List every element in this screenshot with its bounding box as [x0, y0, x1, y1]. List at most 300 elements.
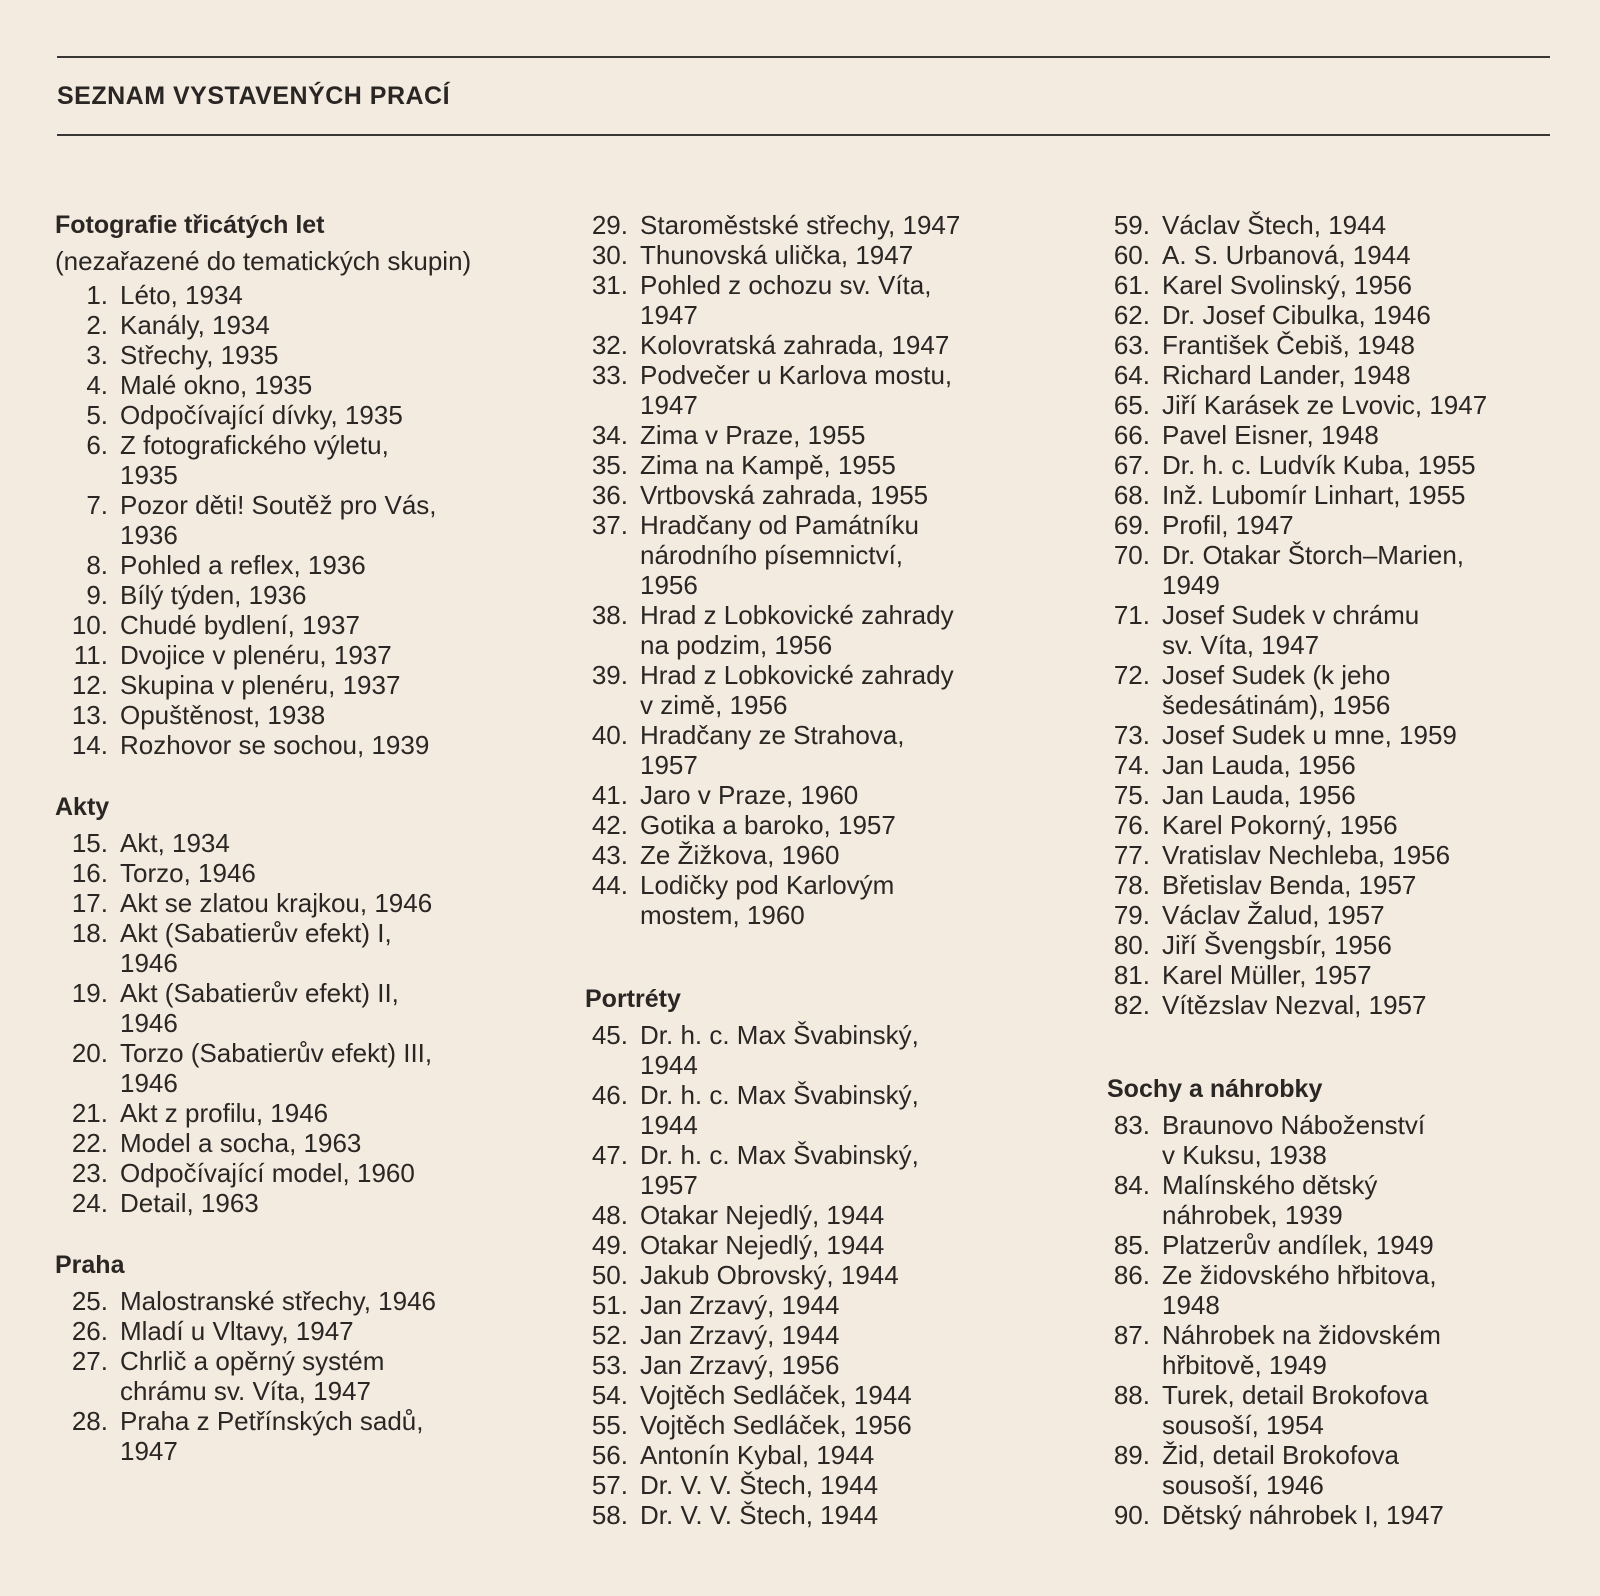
- item-number: 1.: [86, 280, 108, 310]
- item-number: 5.: [86, 400, 108, 430]
- item-number: 24.: [71, 1188, 108, 1218]
- item-text: [628, 240, 1085, 270]
- item-number: 72.: [1113, 660, 1150, 690]
- item-text: [1150, 1320, 1567, 1380]
- item-number: 18.: [71, 918, 108, 948]
- item-text: [628, 1380, 1085, 1410]
- item-line: Pavel Eisner, 1948: [1162, 420, 1379, 450]
- list-item: [585, 270, 1085, 330]
- item-number: 15.: [71, 828, 108, 858]
- item-number: 63.: [1113, 330, 1150, 360]
- item-line: Josef Sudek (k jeho: [1162, 660, 1391, 690]
- item-line: 1936: [120, 520, 178, 550]
- item-number: 52.: [591, 1320, 628, 1350]
- item-line: Staroměstské střechy, 1947: [640, 210, 961, 240]
- list-item: [1107, 960, 1567, 990]
- list-item: [55, 430, 555, 490]
- item-number: 12.: [71, 670, 108, 700]
- item-line: Jakub Obrovský, 1944: [640, 1260, 899, 1290]
- item-text: [108, 370, 555, 400]
- item-number: 75.: [1113, 780, 1150, 810]
- list-item: [55, 640, 555, 670]
- item-line: sousoší, 1954: [1162, 1410, 1324, 1440]
- item-text: [1150, 750, 1567, 780]
- item-number: 56.: [591, 1440, 628, 1470]
- item-list: [1107, 1110, 1567, 1530]
- list-item: [585, 1230, 1085, 1260]
- item-text: [628, 1500, 1085, 1530]
- item-line: Hradčany ze Strahova,: [640, 720, 905, 750]
- item-number: 77.: [1113, 840, 1150, 870]
- item-line: 1948: [1162, 1290, 1220, 1320]
- item-number: 50.: [591, 1260, 628, 1290]
- item-text: [628, 840, 1085, 870]
- list-item: [1107, 870, 1567, 900]
- list-item: [585, 840, 1085, 870]
- item-line: 1944: [640, 1050, 698, 1080]
- item-line: Rozhovor se sochou, 1939: [120, 730, 430, 760]
- item-text: [628, 480, 1085, 510]
- list-item: [1107, 210, 1567, 240]
- item-number: 51.: [591, 1290, 628, 1320]
- item-number: 81.: [1113, 960, 1150, 990]
- list-item: [1107, 1380, 1567, 1440]
- item-text: [1150, 270, 1567, 300]
- item-line: 1944: [640, 1110, 698, 1140]
- item-number: 44.: [591, 870, 628, 900]
- item-line: 1957: [640, 1170, 698, 1200]
- item-number: 37.: [591, 510, 628, 540]
- list-item: [55, 490, 555, 550]
- list-item: [1107, 360, 1567, 390]
- list-item: [55, 1406, 555, 1466]
- item-line: Dr. h. c. Max Švabinský,: [640, 1140, 919, 1170]
- list-item: [1107, 240, 1567, 270]
- item-text: [1150, 930, 1567, 960]
- item-line: Profil, 1947: [1162, 510, 1294, 540]
- item-number: 67.: [1113, 450, 1150, 480]
- item-text: [1150, 660, 1567, 720]
- list-item: [55, 1038, 555, 1098]
- list-item: [55, 370, 555, 400]
- item-line: A. S. Urbanová, 1944: [1162, 240, 1411, 270]
- item-text: [1150, 300, 1567, 330]
- list-item: [585, 1410, 1085, 1440]
- list-item: [55, 730, 555, 760]
- item-text: [108, 640, 555, 670]
- item-list: [55, 828, 555, 1218]
- item-number: 86.: [1113, 1260, 1150, 1290]
- item-line: Lodičky pod Karlovým: [640, 870, 895, 900]
- item-text: [628, 600, 1085, 660]
- item-line: Dr. h. c. Max Švabinský,: [640, 1020, 919, 1050]
- item-number: 85.: [1113, 1230, 1150, 1260]
- item-text: [628, 1440, 1085, 1470]
- item-line: Turek, detail Brokofova: [1162, 1380, 1429, 1410]
- item-text: [108, 1286, 555, 1316]
- list-item: [55, 400, 555, 430]
- section-fotografie: [55, 210, 555, 760]
- section-portrety: [585, 984, 1085, 1530]
- item-number: 90.: [1113, 1500, 1150, 1530]
- item-line: na podzim, 1956: [640, 630, 833, 660]
- item-line: v zimě, 1956: [640, 690, 788, 720]
- item-text: [1150, 360, 1567, 390]
- list-item: [1107, 1320, 1567, 1380]
- list-item: [585, 810, 1085, 840]
- item-number: 11.: [73, 640, 108, 670]
- item-text: [1150, 1260, 1567, 1320]
- list-item: [585, 330, 1085, 360]
- item-text: [1150, 1230, 1567, 1260]
- list-item: [585, 600, 1085, 660]
- list-item: [55, 310, 555, 340]
- section-title: Fotografie třicátých let: [55, 211, 325, 239]
- item-text: [628, 780, 1085, 810]
- item-number: 84.: [1113, 1170, 1150, 1200]
- item-line: Dr. Otakar Štorch–Marien,: [1162, 540, 1464, 570]
- item-line: Hrad z Lobkovické zahrady: [640, 660, 954, 690]
- item-text: [628, 1140, 1085, 1200]
- item-number: 21.: [71, 1098, 108, 1128]
- list-item: [585, 1350, 1085, 1380]
- item-line: Dětský náhrobek I, 1947: [1162, 1500, 1444, 1530]
- item-line: šedesátinám), 1956: [1162, 690, 1391, 720]
- item-line: Mladí u Vltavy, 1947: [120, 1316, 354, 1346]
- item-line: Dr. h. c. Ludvík Kuba, 1955: [1162, 450, 1476, 480]
- list-item: [1107, 270, 1567, 300]
- item-line: Náhrobek na židovském: [1162, 1320, 1441, 1350]
- item-number: 13.: [71, 700, 108, 730]
- item-line: Podvečer u Karlova mostu,: [640, 360, 953, 390]
- item-list: [55, 280, 555, 760]
- item-text: [628, 450, 1085, 480]
- section-praha-continued: [585, 210, 1085, 930]
- list-item: [585, 1470, 1085, 1500]
- column-1: [55, 210, 555, 1466]
- item-number: 23.: [71, 1158, 108, 1188]
- list-item: [585, 210, 1085, 240]
- list-item: [585, 1200, 1085, 1230]
- list-item: [55, 1188, 555, 1218]
- list-item: [1107, 510, 1567, 540]
- list-item: [1107, 1170, 1567, 1230]
- list-item: [1107, 450, 1567, 480]
- item-text: [1150, 540, 1567, 600]
- item-number: 83.: [1113, 1110, 1150, 1140]
- item-text: [628, 1470, 1085, 1500]
- item-text: [1150, 420, 1567, 450]
- item-text: [108, 490, 555, 550]
- item-number: 16.: [71, 858, 108, 888]
- list-item: [55, 858, 555, 888]
- list-item: [1107, 1230, 1567, 1260]
- item-text: [628, 360, 1085, 420]
- list-item: [1107, 930, 1567, 960]
- section-portrety-continued: [1107, 210, 1567, 1020]
- list-item: [55, 610, 555, 640]
- item-line: Platzerův andílek, 1949: [1162, 1230, 1434, 1260]
- item-number: 64.: [1113, 360, 1150, 390]
- item-number: 6.: [86, 430, 108, 460]
- item-line: Akt (Sabatierův efekt) I,: [120, 918, 392, 948]
- item-number: 25.: [71, 1286, 108, 1316]
- item-text: [628, 1260, 1085, 1290]
- list-item: [55, 580, 555, 610]
- item-line: 1946: [120, 948, 178, 978]
- item-number: 53.: [591, 1350, 628, 1380]
- item-number: 9.: [86, 580, 108, 610]
- item-line: Akt (Sabatierův efekt) II,: [120, 978, 399, 1008]
- item-text: [108, 1316, 555, 1346]
- list-item: [585, 510, 1085, 600]
- list-item: [55, 1346, 555, 1406]
- list-item: [55, 700, 555, 730]
- list-item: [55, 340, 555, 370]
- section-praha: [55, 1250, 555, 1466]
- list-item: [585, 660, 1085, 720]
- item-number: 61.: [1113, 270, 1150, 300]
- list-item: [55, 828, 555, 858]
- item-number: 35.: [591, 450, 628, 480]
- item-line: mostem, 1960: [640, 900, 805, 930]
- item-line: Braunovo Náboženství: [1162, 1110, 1426, 1140]
- list-item: [585, 1260, 1085, 1290]
- item-line: sousoší, 1946: [1162, 1470, 1324, 1500]
- item-text: [108, 1158, 555, 1188]
- item-line: Hrad z Lobkovické zahrady: [640, 600, 954, 630]
- item-line: Jan Lauda, 1956: [1162, 780, 1356, 810]
- item-number: 27.: [71, 1346, 108, 1376]
- list-item: [1107, 840, 1567, 870]
- item-line: Malínského dětský: [1162, 1170, 1378, 1200]
- item-number: 32.: [591, 330, 628, 360]
- item-line: Otakar Nejedlý, 1944: [640, 1230, 885, 1260]
- item-text: [1150, 480, 1567, 510]
- item-number: 30.: [591, 240, 628, 270]
- item-list: [585, 1020, 1085, 1530]
- item-line: 1947: [640, 300, 698, 330]
- section-note: (nezařazené do tematických skupin): [55, 246, 472, 276]
- item-text: [1150, 210, 1567, 240]
- list-item: [55, 918, 555, 978]
- item-text: [108, 1038, 555, 1098]
- list-item: [1107, 900, 1567, 930]
- item-line: 1956: [640, 570, 698, 600]
- item-line: 1949: [1162, 570, 1220, 600]
- item-line: Praha z Petřínských sadů,: [120, 1406, 424, 1436]
- item-line: Dvojice v plenéru, 1937: [120, 640, 392, 670]
- item-number: 10.: [71, 610, 108, 640]
- item-line: Opuštěnost, 1938: [120, 700, 326, 730]
- item-number: 19.: [71, 978, 108, 1008]
- item-line: Dr. V. V. Štech, 1944: [640, 1500, 879, 1530]
- list-item: [1107, 750, 1567, 780]
- item-number: 20.: [71, 1038, 108, 1068]
- item-line: Gotika a baroko, 1957: [640, 810, 896, 840]
- item-number: 69.: [1113, 510, 1150, 540]
- item-line: Jaro v Praze, 1960: [640, 780, 859, 810]
- item-text: [108, 1406, 555, 1466]
- list-item: [585, 870, 1085, 930]
- item-text: [1150, 1110, 1567, 1170]
- top-rule: [57, 56, 1550, 58]
- item-text: [108, 280, 555, 310]
- section-title: Akty: [55, 793, 110, 821]
- item-line: Chudé bydlení, 1937: [120, 610, 360, 640]
- item-text: [1150, 840, 1567, 870]
- item-number: 78.: [1113, 870, 1150, 900]
- item-number: 36.: [591, 480, 628, 510]
- section-title: Praha: [55, 1251, 125, 1279]
- item-text: [1150, 510, 1567, 540]
- item-text: [628, 660, 1085, 720]
- item-number: 40.: [591, 720, 628, 750]
- item-number: 41.: [591, 780, 628, 810]
- item-number: 55.: [591, 1410, 628, 1440]
- item-number: 43.: [591, 840, 628, 870]
- list-item: [1107, 600, 1567, 660]
- column-3: [1107, 210, 1567, 1530]
- item-line: Karel Müller, 1957: [1162, 960, 1372, 990]
- list-item: [585, 480, 1085, 510]
- item-text: [1150, 390, 1567, 420]
- item-text: [108, 918, 555, 978]
- item-line: Inž. Lubomír Linhart, 1955: [1162, 480, 1466, 510]
- item-text: [108, 1188, 555, 1218]
- list-item: [1107, 810, 1567, 840]
- item-text: [108, 310, 555, 340]
- item-line: Detail, 1963: [120, 1188, 259, 1218]
- item-number: 3.: [86, 340, 108, 370]
- item-text: [628, 1290, 1085, 1320]
- list-item: [585, 780, 1085, 810]
- item-number: 33.: [591, 360, 628, 390]
- item-number: 70.: [1113, 540, 1150, 570]
- item-text: [1150, 330, 1567, 360]
- list-item: [585, 720, 1085, 780]
- list-item: [55, 670, 555, 700]
- item-number: 39.: [591, 660, 628, 690]
- list-item: [1107, 720, 1567, 750]
- item-number: 62.: [1113, 300, 1150, 330]
- item-line: Jan Zrzavý, 1944: [640, 1320, 840, 1350]
- item-number: 71.: [1113, 600, 1150, 630]
- list-item: [55, 1158, 555, 1188]
- list-item: [1107, 390, 1567, 420]
- item-number: 68.: [1113, 480, 1150, 510]
- item-list: [585, 210, 1085, 930]
- item-line: Z fotografického výletu,: [120, 430, 389, 460]
- item-line: Václav Štech, 1944: [1162, 210, 1387, 240]
- item-line: Jan Zrzavý, 1944: [640, 1290, 840, 1320]
- item-text: [628, 1320, 1085, 1350]
- item-line: Torzo (Sabatierův efekt) III,: [120, 1038, 433, 1068]
- list-item: [585, 1080, 1085, 1140]
- item-line: Pohled z ochozu sv. Víta,: [640, 270, 932, 300]
- list-item: [1107, 1500, 1567, 1530]
- item-line: náhrobek, 1939: [1162, 1200, 1343, 1230]
- item-line: Břetislav Benda, 1957: [1162, 870, 1417, 900]
- item-text: [628, 1200, 1085, 1230]
- item-line: 1957: [640, 750, 698, 780]
- item-line: 1947: [120, 1436, 178, 1466]
- item-line: Karel Svolinský, 1956: [1162, 270, 1413, 300]
- item-text: [108, 700, 555, 730]
- item-text: [108, 1346, 555, 1406]
- item-line: Torzo, 1946: [120, 858, 256, 888]
- item-number: 34.: [591, 420, 628, 450]
- item-text: [1150, 1170, 1567, 1230]
- list-item: [585, 240, 1085, 270]
- list-item: [55, 550, 555, 580]
- item-text: [1150, 960, 1567, 990]
- item-number: 49.: [591, 1230, 628, 1260]
- item-text: [1150, 240, 1567, 270]
- item-text: [1150, 1500, 1567, 1530]
- item-line: Chrlič a opěrný systém: [120, 1346, 385, 1376]
- item-line: Ze židovského hřbitova,: [1162, 1260, 1437, 1290]
- item-number: 87.: [1113, 1320, 1150, 1350]
- list-item: [1107, 1110, 1567, 1170]
- item-list: [1107, 210, 1567, 1020]
- item-line: František Čebiš, 1948: [1162, 330, 1415, 360]
- item-line: Antonín Kybal, 1944: [640, 1440, 875, 1470]
- list-item: [55, 888, 555, 918]
- item-text: [628, 1020, 1085, 1080]
- list-item: [1107, 300, 1567, 330]
- item-text: [628, 510, 1085, 600]
- item-line: Akt se zlatou krajkou, 1946: [120, 888, 433, 918]
- item-line: Dr. V. V. Štech, 1944: [640, 1470, 879, 1500]
- item-line: Thunovská ulička, 1947: [640, 240, 914, 270]
- list-item: [1107, 540, 1567, 600]
- item-line: Zima na Kampě, 1955: [640, 450, 896, 480]
- section-title: Portréty: [585, 985, 681, 1013]
- item-text: [108, 858, 555, 888]
- item-line: chrámu sv. Víta, 1947: [120, 1376, 371, 1406]
- item-text: [1150, 870, 1567, 900]
- item-text: [628, 1230, 1085, 1260]
- item-number: 7.: [86, 490, 108, 520]
- item-text: [628, 420, 1085, 450]
- list-item: [55, 978, 555, 1038]
- item-line: Model a socha, 1963: [120, 1128, 362, 1158]
- item-line: Pohled a reflex, 1936: [120, 550, 366, 580]
- item-number: 48.: [591, 1200, 628, 1230]
- item-line: Jiří Švengsbír, 1956: [1162, 930, 1392, 960]
- item-line: Vojtěch Sedláček, 1956: [640, 1410, 912, 1440]
- item-number: 65.: [1113, 390, 1150, 420]
- list-item: [585, 1500, 1085, 1530]
- item-line: Hradčany od Památníku: [640, 510, 919, 540]
- item-line: Zima v Praze, 1955: [640, 420, 866, 450]
- section-sochy: [1107, 1074, 1567, 1530]
- item-text: [628, 870, 1085, 930]
- item-number: 58.: [591, 1500, 628, 1530]
- item-number: 60.: [1113, 240, 1150, 270]
- item-text: [108, 828, 555, 858]
- item-line: v Kuksu, 1938: [1162, 1140, 1327, 1170]
- item-text: [1150, 1440, 1567, 1500]
- item-text: [628, 1350, 1085, 1380]
- item-line: Žid, detail Brokofova: [1162, 1440, 1400, 1470]
- list-item: [55, 1098, 555, 1128]
- item-number: 82.: [1113, 990, 1150, 1020]
- item-line: Vítězslav Nezval, 1957: [1162, 990, 1427, 1020]
- list-item: [585, 1380, 1085, 1410]
- section-akty: [55, 792, 555, 1218]
